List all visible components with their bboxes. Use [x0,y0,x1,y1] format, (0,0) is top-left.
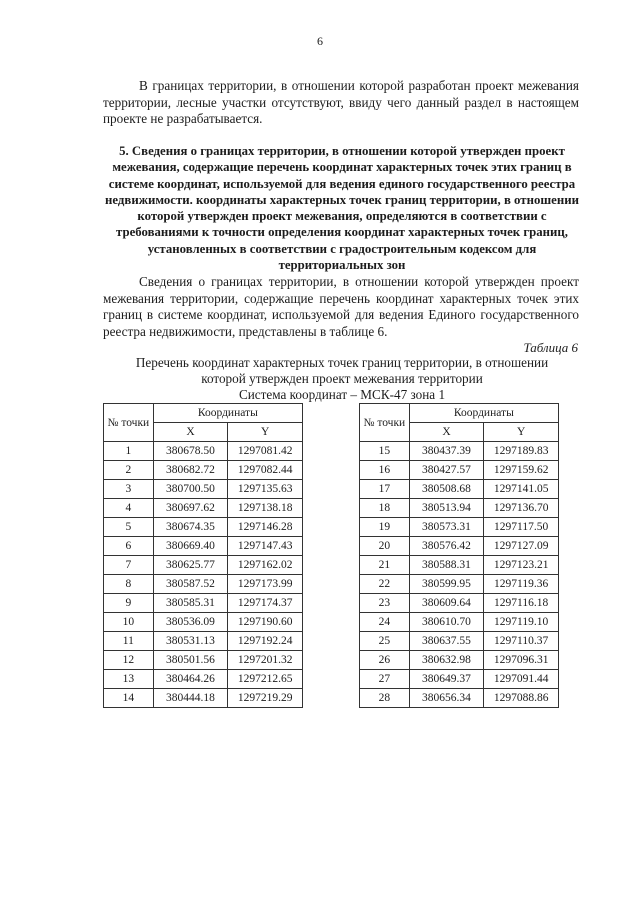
table-row [104,613,303,632]
x-coordinate-cell: 380513.94 [409,499,484,518]
x-coordinate-cell: 380674.35 [153,518,228,537]
x-coordinate-cell: 380669.40 [153,537,228,556]
x-coordinate-cell: 380609.64 [409,594,484,613]
x-coordinate-cell: 380656.34 [409,689,484,708]
table-row [360,499,559,518]
point-number-cell: 7 [104,556,154,575]
point-number-cell: 24 [360,613,410,632]
table-row [104,632,303,651]
table-label: Таблица 6 [523,340,578,355]
point-number-cell: 18 [360,499,410,518]
x-coordinate-cell: 380682.72 [153,461,228,480]
x-coordinate-cell: 380649.37 [409,670,484,689]
x-coordinate-cell: 380678.50 [153,442,228,461]
table-row [360,518,559,537]
y-coordinate-cell: 1297119.36 [484,575,559,594]
point-number-cell: 13 [104,670,154,689]
table-caption-line1: Перечень координат характерных точек границ территории, в отношении [135,355,549,370]
y-coordinate-cell: 1297147.43 [228,537,303,556]
point-number-cell: 21 [360,556,410,575]
x-coordinate-cell: 380508.68 [409,480,484,499]
y-coordinate-cell: 1297127.09 [484,537,559,556]
table-row [104,461,303,480]
intro-text: В границах территории, в отношении которой разработан проект межевания территории, лесные участки отсутствуют, ввиду чего данный раздел в настоящем проекте не разрабатывается. [103,78,579,126]
point-number-cell: 2 [104,461,154,480]
table-row [104,442,303,461]
x-coordinate-cell: 380464.26 [153,670,228,689]
table-row [360,613,559,632]
point-number-cell: 1 [104,442,154,461]
x-coordinate-cell: 380697.62 [153,499,228,518]
point-number-cell: 26 [360,651,410,670]
y-coordinate-cell: 1297141.05 [484,480,559,499]
point-number-cell: 16 [360,461,410,480]
table-row [360,461,559,480]
point-number-cell: 23 [360,594,410,613]
table-row [104,499,303,518]
y-coordinate-cell: 1297212.65 [228,670,303,689]
y-coordinate-cell: 1297081.42 [228,442,303,461]
point-number-cell: 17 [360,480,410,499]
table-caption-line2: которой утвержден проект межевания территории [201,371,483,386]
x-coordinate-cell: 380501.56 [153,651,228,670]
header-coordinates: Координаты [153,404,302,423]
table-row [360,575,559,594]
y-coordinate-cell: 1297088.86 [484,689,559,708]
y-coordinate-cell: 1297162.02 [228,556,303,575]
table-row [360,537,559,556]
y-coordinate-cell: 1297135.63 [228,480,303,499]
x-coordinate-cell: 380536.09 [153,613,228,632]
y-coordinate-cell: 1297192.24 [228,632,303,651]
table-row [360,442,559,461]
page-number: 6 [317,34,323,48]
x-coordinate-cell: 380632.98 [409,651,484,670]
y-coordinate-cell: 1297110.37 [484,632,559,651]
point-number-cell: 27 [360,670,410,689]
body-paragraph [103,274,579,340]
point-number-cell: 25 [360,632,410,651]
point-number-cell: 20 [360,537,410,556]
header-x: X [153,423,228,442]
y-coordinate-cell: 1297138.18 [228,499,303,518]
point-number-cell: 19 [360,518,410,537]
point-number-cell: 28 [360,689,410,708]
body-text: Сведения о границах территории, в отношении которой утвержден проект межевания территории, содержащие перечень координат характерных точек этих границ в системе координат, используемой для ведения Единого государственного реестра недвижимости, представлены в таблице 6. [103,274,579,339]
table-row [104,537,303,556]
point-number-cell: 3 [104,480,154,499]
x-coordinate-cell: 380637.55 [409,632,484,651]
y-coordinate-cell: 1297119.10 [484,613,559,632]
point-number-cell: 11 [104,632,154,651]
table-row [104,518,303,537]
point-number-cell: 8 [104,575,154,594]
table-row [360,480,559,499]
point-number-cell: 14 [104,689,154,708]
table-row [360,670,559,689]
header-y: Y [228,423,303,442]
y-coordinate-cell: 1297159.62 [484,461,559,480]
point-number-cell: 6 [104,537,154,556]
point-number-cell: 4 [104,499,154,518]
coordinate-system-label: Система координат – МСК-47 зона 1 [238,387,446,402]
table-row [104,670,303,689]
y-coordinate-cell: 1297123.21 [484,556,559,575]
table-row [104,689,303,708]
header-point-number: № точки [360,404,410,442]
table-row [360,594,559,613]
y-coordinate-cell: 1297096.31 [484,651,559,670]
table-row [104,556,303,575]
x-coordinate-cell: 380531.13 [153,632,228,651]
y-coordinate-cell: 1297117.50 [484,518,559,537]
header-coordinates: Координаты [409,404,558,423]
intro-paragraph [103,78,579,128]
table-row [360,651,559,670]
table-row [360,689,559,708]
header-y: Y [484,423,559,442]
table-row [104,575,303,594]
header-point-number: № точки [104,404,154,442]
point-number-cell: 22 [360,575,410,594]
point-number-cell: 12 [104,651,154,670]
point-number-cell: 15 [360,442,410,461]
x-coordinate-cell: 380444.18 [153,689,228,708]
x-coordinate-cell: 380625.77 [153,556,228,575]
point-number-cell: 10 [104,613,154,632]
point-number-cell: 9 [104,594,154,613]
y-coordinate-cell: 1297091.44 [484,670,559,689]
table-row [104,651,303,670]
header-x: X [409,423,484,442]
section-heading: 5. Сведения о границах территории, в отношении которой утвержден проект межевания, содержащие перечень координат характерных точек этих границ в системе координат, используемой для ведения единого государственного реестра недвижимости. координаты характерных точек границ территории, в отношении которой утвержден проект межевания, определяются в соответствии с требованиями к точности определения координат характерных точек границ, установленных в соответствии с градостроительным кодексом для территориальных зон [105,144,579,273]
coordinates-table-left [103,403,303,708]
x-coordinate-cell: 380573.31 [409,518,484,537]
y-coordinate-cell: 1297189.83 [484,442,559,461]
y-coordinate-cell: 1297082.44 [228,461,303,480]
x-coordinate-cell: 380700.50 [153,480,228,499]
x-coordinate-cell: 380610.70 [409,613,484,632]
point-number-cell: 5 [104,518,154,537]
x-coordinate-cell: 380587.52 [153,575,228,594]
y-coordinate-cell: 1297116.18 [484,594,559,613]
table-row [104,480,303,499]
y-coordinate-cell: 1297219.29 [228,689,303,708]
x-coordinate-cell: 380599.95 [409,575,484,594]
y-coordinate-cell: 1297173.99 [228,575,303,594]
y-coordinate-cell: 1297174.37 [228,594,303,613]
x-coordinate-cell: 380585.31 [153,594,228,613]
table-row [104,594,303,613]
y-coordinate-cell: 1297190.60 [228,613,303,632]
x-coordinate-cell: 380427.57 [409,461,484,480]
x-coordinate-cell: 380588.31 [409,556,484,575]
x-coordinate-cell: 380437.39 [409,442,484,461]
y-coordinate-cell: 1297201.32 [228,651,303,670]
table-row [360,556,559,575]
x-coordinate-cell: 380576.42 [409,537,484,556]
table-row [360,632,559,651]
y-coordinate-cell: 1297136.70 [484,499,559,518]
y-coordinate-cell: 1297146.28 [228,518,303,537]
coordinates-table-right [359,403,559,708]
